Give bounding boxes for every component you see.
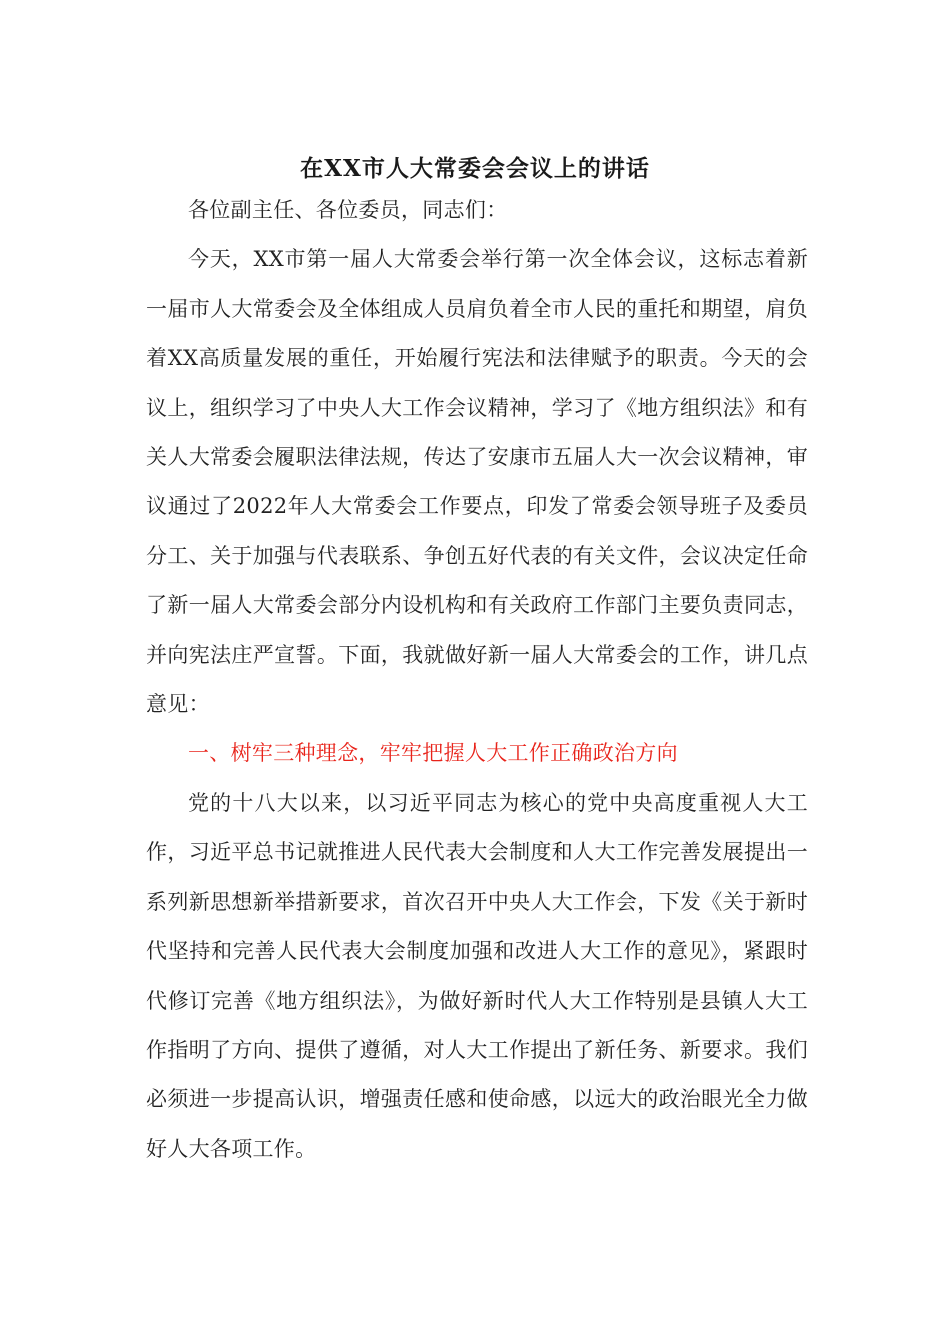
section-heading: 一、树牢三种理念，牢牢把握人大工作正确政治方向 [188, 741, 678, 766]
document-title: 在XX市人大常委会会议上的讲话 [300, 155, 650, 182]
document-body [146, 186, 808, 1174]
body-paragraph: 今天，XX市第一届人大常委会举行第一次全体会议，这标志着新一届市人大常委会及全体组成人员肩负着全市人民的重托和期望，肩负着XX高质量发展的重任，开始履行宪法和法律赋予的职责。今天的会议上，组织学习了中央人大工作会议精神，学习了《地方组织法》和有关人大常委会履职法律法规，传达了安康市五届人大一次会议精神，审议通过了2022年人大常委会工作要点，印发了常委会领导班子及委员分工、关于加强与代表联系、争创五好代表的有关文件，会议决定任命了新一届人大常委会部分内设机构和有关政府工作部门主要负责同志，并向宪法庄严宣誓。下面，我就做好新一届人大常委会的工作，讲几点意见： [146, 247, 808, 717]
salutation-paragraph: 各位副主任、各位委员，同志们： [188, 198, 508, 222]
body-paragraph: 党的十八大以来，以习近平同志为核心的党中央高度重视人大工作，习近平总书记就推进人民代表大会制度和人大工作完善发展提出一系列新思想新举措新要求，首次召开中央人大工作会，下发《关于新时代坚持和完善人民代表大会制度加强和改进人大工作的意见》，紧跟时代修订完善《地方组织法》，为做好新时代人大工作特别是县镇人大工作指明了方向、提供了遵循，对人大工作提出了新任务、新要求。我们必须进一步提高认识，增强责任感和使命感，以远大的政治眼光全力做好人大各项工作。 [146, 790, 808, 1161]
